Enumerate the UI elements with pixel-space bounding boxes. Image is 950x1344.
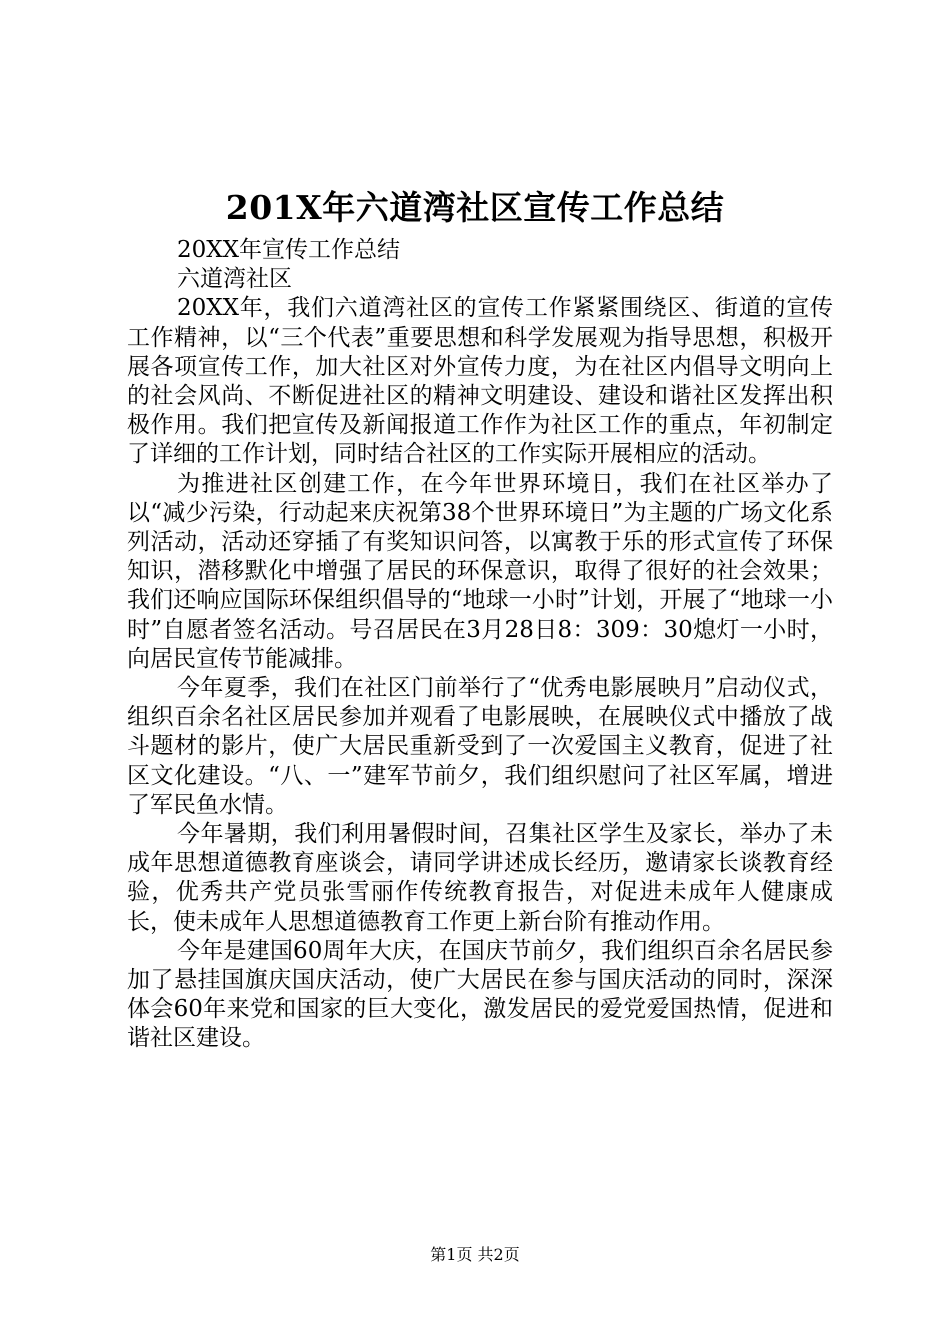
paragraph: 今年是建国60周年大庆，在国庆节前夕，我们组织百余名居民参加了悬挂国旗庆国庆活动，使广大居民在参与国庆活动的同时，深深体会60年来党和国家的巨大变化，激发居民的爱党爱国热情，促进和谐社区建设。: [127, 937, 833, 1052]
paragraph: 20XX年，我们六道湾社区的宣传工作紧紧围绕区、街道的宣传工作精神，以“三个代表”重要思想和科学发展观为指导思想，积极开展各项宣传工作，加大社区对外宣传力度，为在社区内倡导文明向上的社会风尚、不断促进社区的精神文明建设、建设和谐社区发挥出积极作用。我们把宣传及新闻报道工作作为社区工作的重点，年初制定了详细的工作计划，同时结合社区的工作实际开展相应的活动。: [127, 295, 833, 468]
page-footer: 第1页 共2页: [430, 1245, 520, 1264]
paragraph: 为推进社区创建工作，在今年世界环境日，我们在社区举办了以“减少污染，行动起来庆祝第38个世界环境日”为主题的广场文化系列活动，活动还穿插了有奖知识问答，以寓教于乐的形式宣传了环保知识，潜移默化中增强了居民的环保意识，取得了很好的社会效果；我们还响应国际环保组织倡导的“地球一小时”计划，开展了“地球一小时”自愿者签名活动。号召居民在3月28日8：309：30熄灯一小时，向居民宣传节能减排。: [127, 470, 833, 672]
document-body: [127, 236, 833, 1054]
paragraph: 今年夏季，我们在社区门前举行了“优秀电影展映月”启动仪式，组织百余名社区居民参加并观看了电影展映，在展映仪式中播放了战斗题材的影片，使广大居民重新受到了一次爱国主义教育，促进了社区文化建设。“八、一”建军节前夕，我们组织慰问了社区军属，增进了军民鱼水情。: [127, 675, 833, 818]
document-title: 201X年六道湾社区宣传工作总结: [225, 188, 725, 227]
paragraph: 今年暑期，我们利用暑假时间，召集社区学生及家长，举办了未成年思想道德教育座谈会，请同学讲述成长经历，邀请家长谈教育经验，优秀共产党员张雪丽作传统教育报告，对促进未成年人健康成长，使未成年人思想道德教育工作更上新台阶有推动作用。: [127, 821, 833, 935]
document-subtitle: 20XX年宣传工作总结: [177, 237, 401, 263]
document-organization: 六道湾社区: [177, 266, 292, 293]
